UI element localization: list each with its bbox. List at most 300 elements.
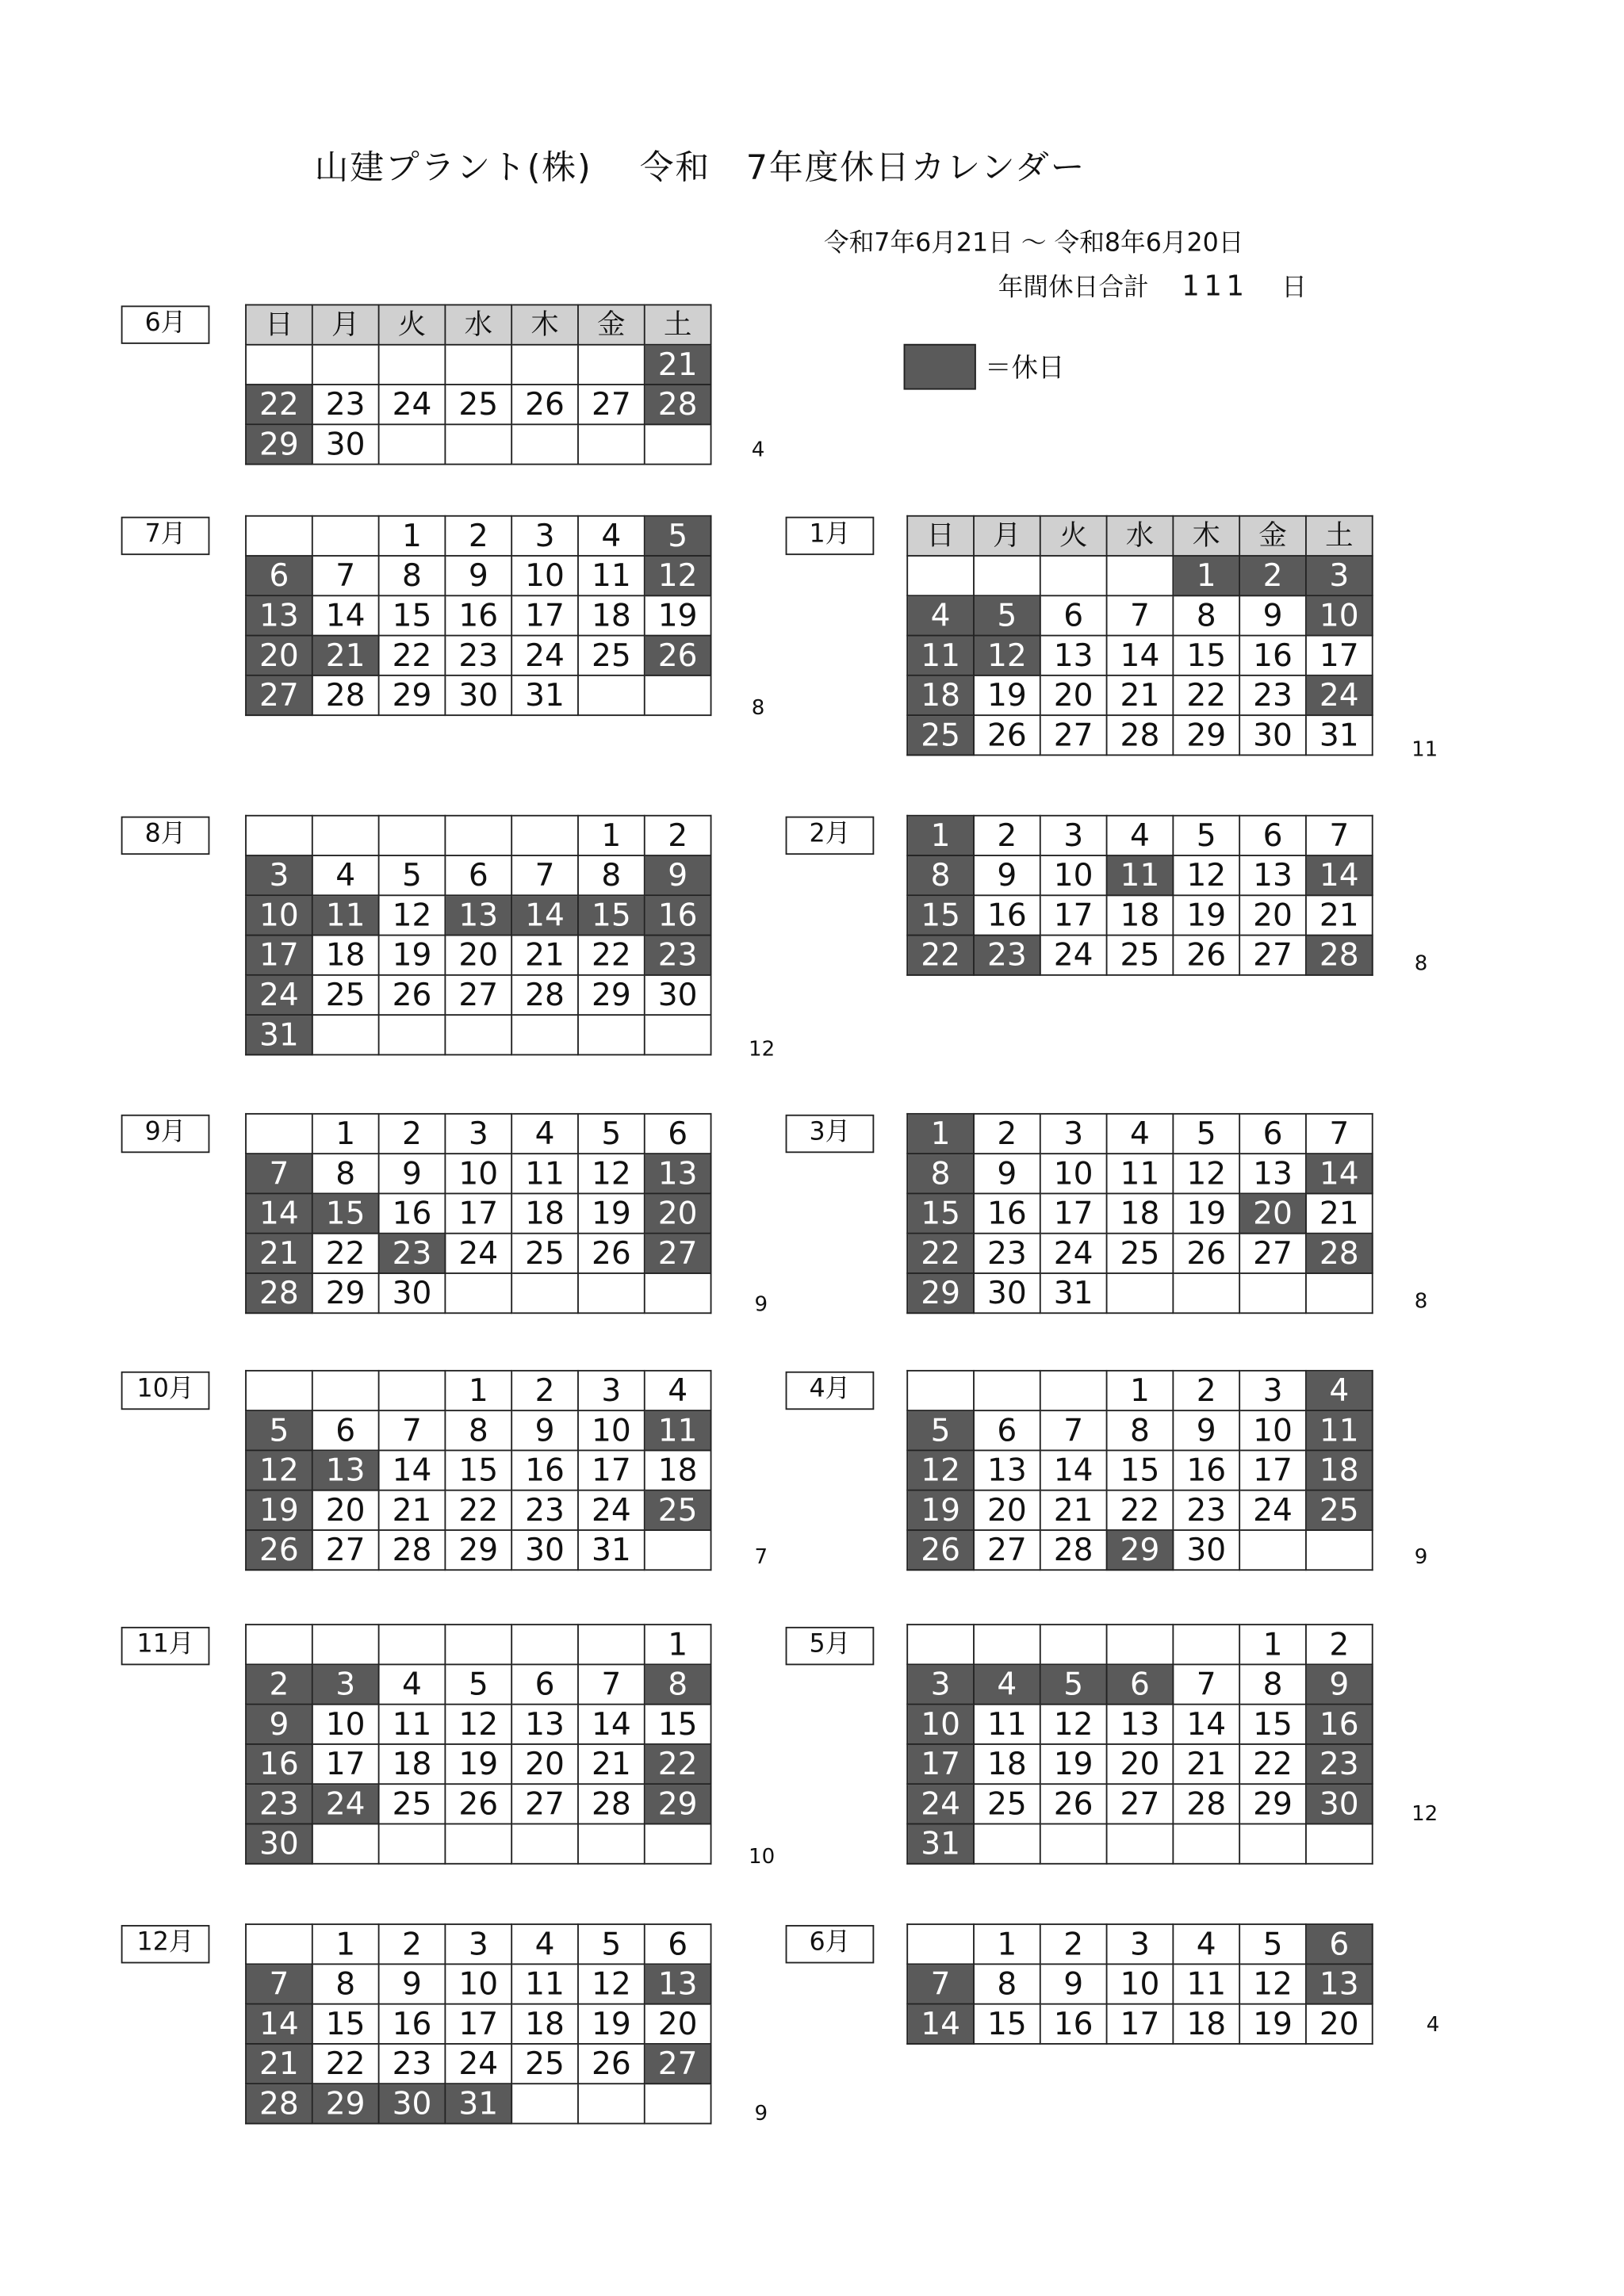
empty-day-cell [246,1924,312,1964]
day-cell: 11 [1173,1964,1239,2003]
day-cell: 27 [1239,936,1306,975]
holiday-cell: 3 [246,855,312,895]
week-row [246,424,711,464]
month-holiday-count-4: 9 [754,1293,768,1317]
holiday-cell: 11 [312,895,379,935]
day-cell: 12 [379,895,446,935]
empty-day-cell [1239,1824,1306,1864]
empty-day-cell [511,816,578,855]
day-cell: 22 [1173,675,1239,715]
month-label-6: 11月 [121,1627,210,1665]
day-cell: 5 [1239,1924,1306,1964]
empty-day-cell [312,1371,379,1410]
day-cell: 20 [511,1744,578,1784]
holiday-cell: 22 [907,1234,974,1273]
empty-day-cell [246,516,312,556]
month-holiday-count-7: 9 [754,2102,768,2126]
weekday-header: 日 [907,516,974,556]
day-cell: 2 [1306,1624,1373,1664]
weekday-header: 金 [578,305,645,345]
holiday-cell: 23 [974,936,1040,975]
holiday-cell: 15 [578,895,645,935]
day-cell: 18 [974,1744,1040,1784]
day-cell: 24 [445,1234,511,1273]
day-cell: 17 [445,2004,511,2044]
empty-day-cell [445,424,511,464]
day-cell: 15 [312,2004,379,2044]
week-row [907,2004,1373,2044]
day-cell: 13 [1107,1705,1174,1744]
day-cell: 28 [1107,715,1174,755]
day-cell: 19 [1173,1193,1239,1233]
day-cell: 2 [974,1114,1040,1154]
month-holiday-count-3: 12 [749,1037,776,1062]
day-cell: 27 [974,1530,1040,1570]
empty-day-cell [379,1824,446,1864]
empty-day-cell [511,1824,578,1864]
holiday-cell: 5 [907,1410,974,1450]
day-cell: 27 [578,385,645,424]
holiday-cell: 24 [1306,675,1373,715]
day-cell: 21 [379,1490,446,1530]
week-row [246,1410,711,1450]
month-calendar-5 [245,1370,711,1571]
day-cell: 26 [379,975,446,1015]
day-cell: 31 [1306,715,1373,755]
empty-day-cell [1239,1273,1306,1313]
day-cell: 12 [578,1154,645,1193]
month-calendar-9 [906,815,1373,976]
month-holiday-count-9: 8 [1414,951,1428,976]
month-label-7: 12月 [121,1925,210,1963]
day-cell: 20 [974,1490,1040,1530]
week-row [907,1154,1373,1193]
empty-day-cell [1173,1824,1239,1864]
day-cell: 31 [511,675,578,715]
day-cell: 17 [1306,636,1373,675]
empty-day-cell [907,556,974,595]
day-cell: 12 [1040,1705,1107,1744]
day-cell: 4 [1107,816,1174,855]
day-cell: 1 [974,1924,1040,1964]
day-cell: 16 [1040,2004,1107,2044]
day-cell: 11 [511,1964,578,2003]
weekday-header: 木 [1173,516,1239,556]
day-cell: 15 [645,1705,711,1744]
day-cell: 3 [445,1924,511,1964]
day-cell: 14 [1107,636,1174,675]
holiday-cell: 1 [907,1114,974,1154]
month-label-10: 3月 [786,1115,875,1153]
day-cell: 10 [1107,1964,1174,2003]
holiday-cell: 4 [1306,1371,1373,1410]
day-cell: 1 [645,1624,711,1664]
holiday-cell: 12 [907,1450,974,1490]
holiday-cell: 30 [379,2084,446,2123]
month-label-11: 4月 [786,1372,875,1410]
week-row [246,1193,711,1233]
day-cell: 19 [1239,2004,1306,2044]
day-cell: 18 [379,1744,446,1784]
holiday-cell: 17 [907,1744,974,1784]
day-cell: 4 [1173,1924,1239,1964]
day-cell: 2 [974,816,1040,855]
day-cell: 19 [974,675,1040,715]
month-calendar-7 [245,1923,711,2124]
day-cell: 6 [645,1924,711,1964]
week-row [907,1924,1373,1964]
month-label-3: 8月 [121,817,210,855]
empty-day-cell [445,1015,511,1054]
day-cell: 29 [578,975,645,1015]
day-cell: 6 [445,855,511,895]
empty-day-cell [445,345,511,385]
week-row [907,816,1373,855]
day-cell: 9 [1040,1964,1107,2003]
day-cell: 28 [511,975,578,1015]
day-cell: 16 [379,1193,446,1233]
day-cell: 22 [445,1490,511,1530]
day-cell: 28 [1040,1530,1107,1570]
week-row [907,1530,1373,1570]
holiday-cell: 23 [645,936,711,975]
month-holiday-count-12: 12 [1411,1802,1438,1827]
day-cell: 17 [511,595,578,635]
day-cell: 15 [1239,1705,1306,1744]
day-cell: 6 [645,1114,711,1154]
day-cell: 7 [1040,1410,1107,1450]
month-calendar-13 [906,1923,1373,2045]
empty-day-cell [645,675,711,715]
holiday-cell: 19 [246,1490,312,1530]
week-row [246,385,711,424]
day-cell: 27 [312,1530,379,1570]
day-cell: 25 [511,2044,578,2084]
day-cell: 9 [974,1154,1040,1193]
day-cell: 1 [379,516,446,556]
empty-day-cell [1173,1624,1239,1664]
annual-total-label: 年間休日合計 [998,273,1149,303]
holiday-cell: 25 [907,715,974,755]
weekday-header: 水 [1107,516,1174,556]
holiday-cell: 12 [645,556,711,595]
day-cell: 19 [445,1744,511,1784]
day-cell: 16 [1239,636,1306,675]
day-cell: 7 [511,855,578,895]
empty-day-cell [907,1371,974,1410]
holiday-cell: 7 [246,1154,312,1193]
month-calendar-2 [245,515,711,716]
empty-day-cell [1107,556,1174,595]
day-cell: 24 [511,636,578,675]
day-cell: 26 [1173,936,1239,975]
day-cell: 28 [379,1530,446,1570]
week-row [907,1824,1373,1864]
week-row [246,895,711,935]
month-label-2: 7月 [121,517,210,555]
day-cell: 8 [445,1410,511,1450]
empty-day-cell [578,1624,645,1664]
week-row [246,595,711,635]
holiday-cell: 13 [645,1964,711,2003]
holiday-cell: 13 [246,595,312,635]
day-cell: 26 [445,1784,511,1823]
day-cell: 20 [1107,1744,1174,1784]
day-cell: 30 [974,1273,1040,1313]
holiday-cell: 30 [1306,1784,1373,1823]
empty-day-cell [1040,556,1107,595]
day-cell: 19 [1173,895,1239,935]
week-row [246,1154,711,1193]
day-cell: 13 [1040,636,1107,675]
empty-day-cell [379,345,446,385]
day-cell: 8 [1173,595,1239,635]
week-row [907,1193,1373,1233]
empty-day-cell [645,2084,711,2123]
week-row [907,1744,1373,1784]
holiday-cell: 8 [645,1664,711,1704]
day-cell: 18 [312,936,379,975]
empty-day-cell [645,1015,711,1054]
holiday-cell: 13 [312,1450,379,1490]
holiday-cell: 31 [445,2084,511,2123]
day-cell: 23 [974,1234,1040,1273]
holiday-cell: 25 [1306,1490,1373,1530]
holiday-cell: 4 [907,595,974,635]
holiday-cell: 16 [645,895,711,935]
day-cell: 31 [1040,1273,1107,1313]
weekday-header: 土 [645,305,711,345]
day-cell: 3 [511,516,578,556]
day-cell: 26 [578,1234,645,1273]
day-cell: 19 [1040,1744,1107,1784]
day-cell: 10 [1040,855,1107,895]
week-row [907,936,1373,975]
holiday-cell: 22 [246,385,312,424]
month-holiday-count-6: 10 [749,1845,776,1869]
day-cell: 20 [1239,895,1306,935]
day-cell: 8 [379,556,446,595]
day-cell: 9 [445,556,511,595]
empty-day-cell [511,1273,578,1313]
day-cell: 14 [379,1450,446,1490]
day-cell: 22 [1239,1744,1306,1784]
empty-day-cell [312,816,379,855]
day-cell: 19 [645,595,711,635]
week-row [907,1410,1373,1450]
holiday-cell: 21 [246,2044,312,2084]
empty-day-cell [379,1371,446,1410]
day-cell: 19 [578,2004,645,2044]
week-row [246,1705,711,1744]
day-cell: 31 [578,1530,645,1570]
day-cell: 16 [974,1193,1040,1233]
week-row [907,1664,1373,1704]
holiday-cell: 21 [312,636,379,675]
day-cell: 21 [1107,675,1174,715]
holiday-cell: 22 [907,936,974,975]
empty-day-cell [246,816,312,855]
day-cell: 6 [1239,1114,1306,1154]
day-cell: 14 [578,1705,645,1744]
week-row [246,636,711,675]
day-cell: 12 [1173,855,1239,895]
day-cell: 30 [645,975,711,1015]
day-cell: 30 [445,675,511,715]
empty-day-cell [1040,1371,1107,1410]
holiday-cell: 13 [445,895,511,935]
day-cell: 8 [1239,1664,1306,1704]
day-cell: 20 [312,1490,379,1530]
empty-day-cell [907,1924,974,1964]
day-cell: 7 [1306,816,1373,855]
week-row [246,1530,711,1570]
holiday-cell: 2 [246,1664,312,1704]
holiday-cell: 30 [246,1824,312,1864]
day-cell: 9 [1173,1410,1239,1450]
empty-day-cell [974,1824,1040,1864]
week-row [907,1624,1373,1664]
week-row [246,1234,711,1273]
day-cell: 21 [511,936,578,975]
empty-day-cell [578,2084,645,2123]
day-cell: 18 [511,2004,578,2044]
day-cell: 5 [578,1924,645,1964]
day-cell: 2 [1040,1924,1107,1964]
weekday-header: 土 [1306,516,1373,556]
day-cell: 25 [1107,1234,1174,1273]
empty-day-cell [645,1273,711,1313]
weekday-header: 月 [312,305,379,345]
day-cell: 22 [1107,1490,1174,1530]
empty-day-cell [1107,1273,1174,1313]
day-cell: 19 [379,936,446,975]
holiday-swatch [904,344,976,390]
holiday-cell: 9 [645,855,711,895]
holiday-cell: 28 [1306,936,1373,975]
day-cell: 21 [1040,1490,1107,1530]
day-cell: 10 [1040,1154,1107,1193]
day-cell: 27 [511,1784,578,1823]
holiday-cell: 24 [246,975,312,1015]
holiday-cell: 23 [1306,1744,1373,1784]
day-cell: 15 [1107,1450,1174,1490]
day-cell: 16 [445,595,511,635]
day-cell: 18 [578,595,645,635]
day-cell: 9 [1239,595,1306,635]
week-row [246,345,711,385]
day-cell: 7 [1173,1664,1239,1704]
day-cell: 21 [1306,1193,1373,1233]
day-cell: 17 [445,1193,511,1233]
holiday-cell: 25 [645,1490,711,1530]
day-cell: 25 [379,1784,446,1823]
holiday-cell: 29 [907,1273,974,1313]
day-cell: 24 [1040,1234,1107,1273]
empty-day-cell [511,1015,578,1054]
month-holiday-count-11: 9 [1414,1545,1428,1570]
holiday-cell: 10 [246,895,312,935]
holiday-cell: 24 [907,1784,974,1823]
weekday-header: 月 [974,516,1040,556]
day-cell: 25 [445,385,511,424]
day-cell: 13 [511,1705,578,1744]
holiday-cell: 12 [246,1450,312,1490]
day-cell: 28 [312,675,379,715]
day-cell: 2 [445,516,511,556]
day-cell: 4 [1107,1114,1174,1154]
holiday-cell: 1 [1173,556,1239,595]
week-row [246,556,711,595]
holiday-cell: 27 [645,2044,711,2084]
day-cell: 4 [312,855,379,895]
holiday-cell: 23 [246,1784,312,1823]
day-cell: 30 [1239,715,1306,755]
empty-day-cell [511,1624,578,1664]
week-row [907,1234,1373,1273]
week-row [246,1964,711,2003]
week-row [907,556,1373,595]
day-cell: 26 [511,385,578,424]
month-calendar-11 [906,1370,1373,1571]
day-cell: 7 [379,1410,446,1450]
day-cell: 29 [445,1530,511,1570]
empty-day-cell [1107,1824,1174,1864]
day-cell: 13 [1239,1154,1306,1193]
day-cell: 15 [379,595,446,635]
holiday-cell: 14 [1306,855,1373,895]
day-cell: 22 [312,1234,379,1273]
day-cell: 25 [1107,936,1174,975]
day-cell: 22 [578,936,645,975]
week-row [246,1015,711,1054]
holiday-cell: 21 [246,1234,312,1273]
week-row [246,1114,711,1154]
day-cell: 3 [578,1371,645,1410]
day-cell: 30 [511,1530,578,1570]
empty-day-cell [974,1371,1040,1410]
month-calendar-6 [245,1624,711,1865]
day-cell: 9 [511,1410,578,1450]
month-calendar-1 [245,304,711,465]
day-cell: 8 [974,1964,1040,2003]
month-calendar-4 [245,1113,711,1314]
day-cell: 1 [312,1924,379,1964]
week-row [907,595,1373,635]
holiday-cell: 9 [1306,1664,1373,1704]
day-cell: 24 [445,2044,511,2084]
day-cell: 23 [379,2044,446,2084]
empty-day-cell [974,1624,1040,1664]
day-cell: 6 [974,1410,1040,1450]
day-cell: 2 [1173,1371,1239,1410]
month-holiday-count-2: 8 [751,696,765,721]
empty-day-cell [1306,1273,1373,1313]
empty-day-cell [246,1624,312,1664]
holiday-cell: 14 [1306,1154,1373,1193]
day-cell: 24 [1040,936,1107,975]
empty-day-cell [645,1824,711,1864]
week-row [907,636,1373,675]
empty-day-cell [1107,1624,1174,1664]
day-cell: 8 [1107,1410,1174,1450]
day-cell: 10 [1239,1410,1306,1450]
holiday-cell: 5 [246,1410,312,1450]
holiday-cell: 26 [246,1530,312,1570]
day-cell: 14 [1173,1705,1239,1744]
holiday-cell: 2 [1239,556,1306,595]
day-cell: 29 [312,1273,379,1313]
